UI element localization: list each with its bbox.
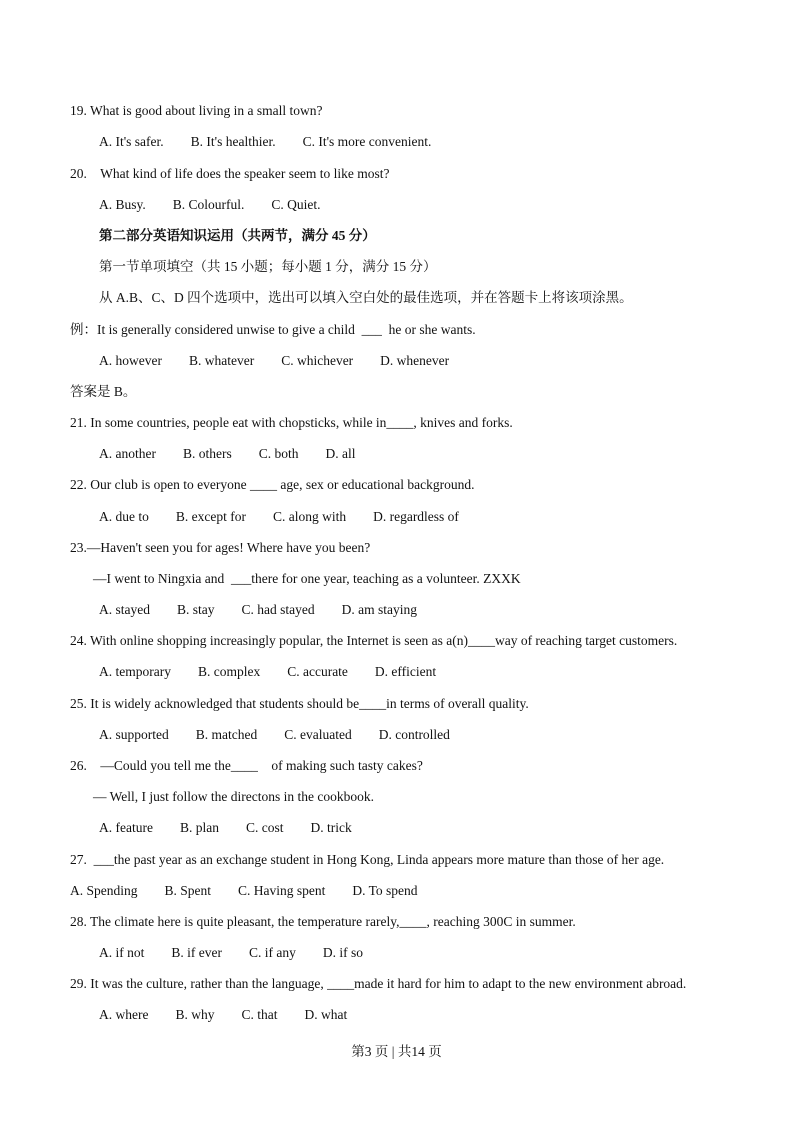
question-24: 24. With online shopping increasingly popular, the Internet is seen as a(n)____way of reaching target customers. xyxy=(70,633,678,648)
question-23: 23.—Haven't seen you for ages! Where have you been? xyxy=(70,540,371,555)
question-29-options: A. where B. why C. that D. what xyxy=(99,1007,348,1022)
question-26-options: A. feature B. plan C. cost D. trick xyxy=(99,820,352,835)
example-options: A. however B. whatever C. whichever D. whenever xyxy=(99,353,450,368)
example-answer: 答案是 B。 xyxy=(70,384,137,399)
instructions: 从 A.B、C、D 四个选项中，选出可以填入空白处的最佳选项，并在答题卡上将该项涂黑。 xyxy=(99,290,633,305)
question-22: 22. Our club is open to everyone ____ age, sex or educational background. xyxy=(70,477,475,492)
question-28-options: A. if not B. if ever C. if any D. if so xyxy=(99,945,363,960)
question-20-options: A. Busy. B. Colourful. C. Quiet. xyxy=(99,197,321,212)
question-26: 26. —Could you tell me the____ of making such tasty cakes? xyxy=(70,758,423,773)
question-22-options: A. due to B. except for C. along with D. regardless of xyxy=(99,509,459,524)
question-28: 28. The climate here is quite pleasant, the temperature rarely,____, reaching 300C in summer. xyxy=(70,914,576,929)
question-24-options: A. temporary B. complex C. accurate D. efficient xyxy=(99,664,437,679)
question-21: 21. In some countries, people eat with chopsticks, while in____, knives and forks. xyxy=(70,415,513,430)
question-21-options: A. another B. others C. both D. all xyxy=(99,446,356,461)
section-title: 第二部分英语知识运用（共两节，满分 45 分） xyxy=(99,228,376,243)
question-25-options: A. supported B. matched C. evaluated D. controlled xyxy=(99,727,450,742)
question-23-options: A. stayed B. stay C. had stayed D. am staying xyxy=(99,602,417,617)
example-question: 例：It is generally considered unwise to give a child ___ he or she wants. xyxy=(70,322,476,337)
question-19: 19. What is good about living in a small town? xyxy=(70,103,323,118)
question-26-reply: — Well, I just follow the directons in the cookbook. xyxy=(93,789,374,804)
question-19-options: A. It's safer. B. It's healthier. C. It's more convenient. xyxy=(99,134,432,149)
subsection-title: 第一节单项填空（共 15 小题；每小题 1 分，满分 15 分） xyxy=(99,259,437,274)
question-23-reply: —I went to Ningxia and ___there for one year, teaching as a volunteer. ZXXK xyxy=(93,571,521,586)
question-27: 27. ___the past year as an exchange student in Hong Kong, Linda appears more mature than those of her age. xyxy=(70,852,665,867)
question-20: 20. What kind of life does the speaker seem to like most? xyxy=(70,166,390,181)
question-29: 29. It was the culture, rather than the language, ____made it hard for him to adapt to the new environment abroad. xyxy=(70,976,687,991)
question-25: 25. It is widely acknowledged that students should be____in terms of overall quality. xyxy=(70,696,529,711)
question-27-options: A. Spending B. Spent C. Having spent D. To spend xyxy=(70,883,418,898)
page-footer: 第3 页 | 共14 页 xyxy=(351,1044,442,1059)
